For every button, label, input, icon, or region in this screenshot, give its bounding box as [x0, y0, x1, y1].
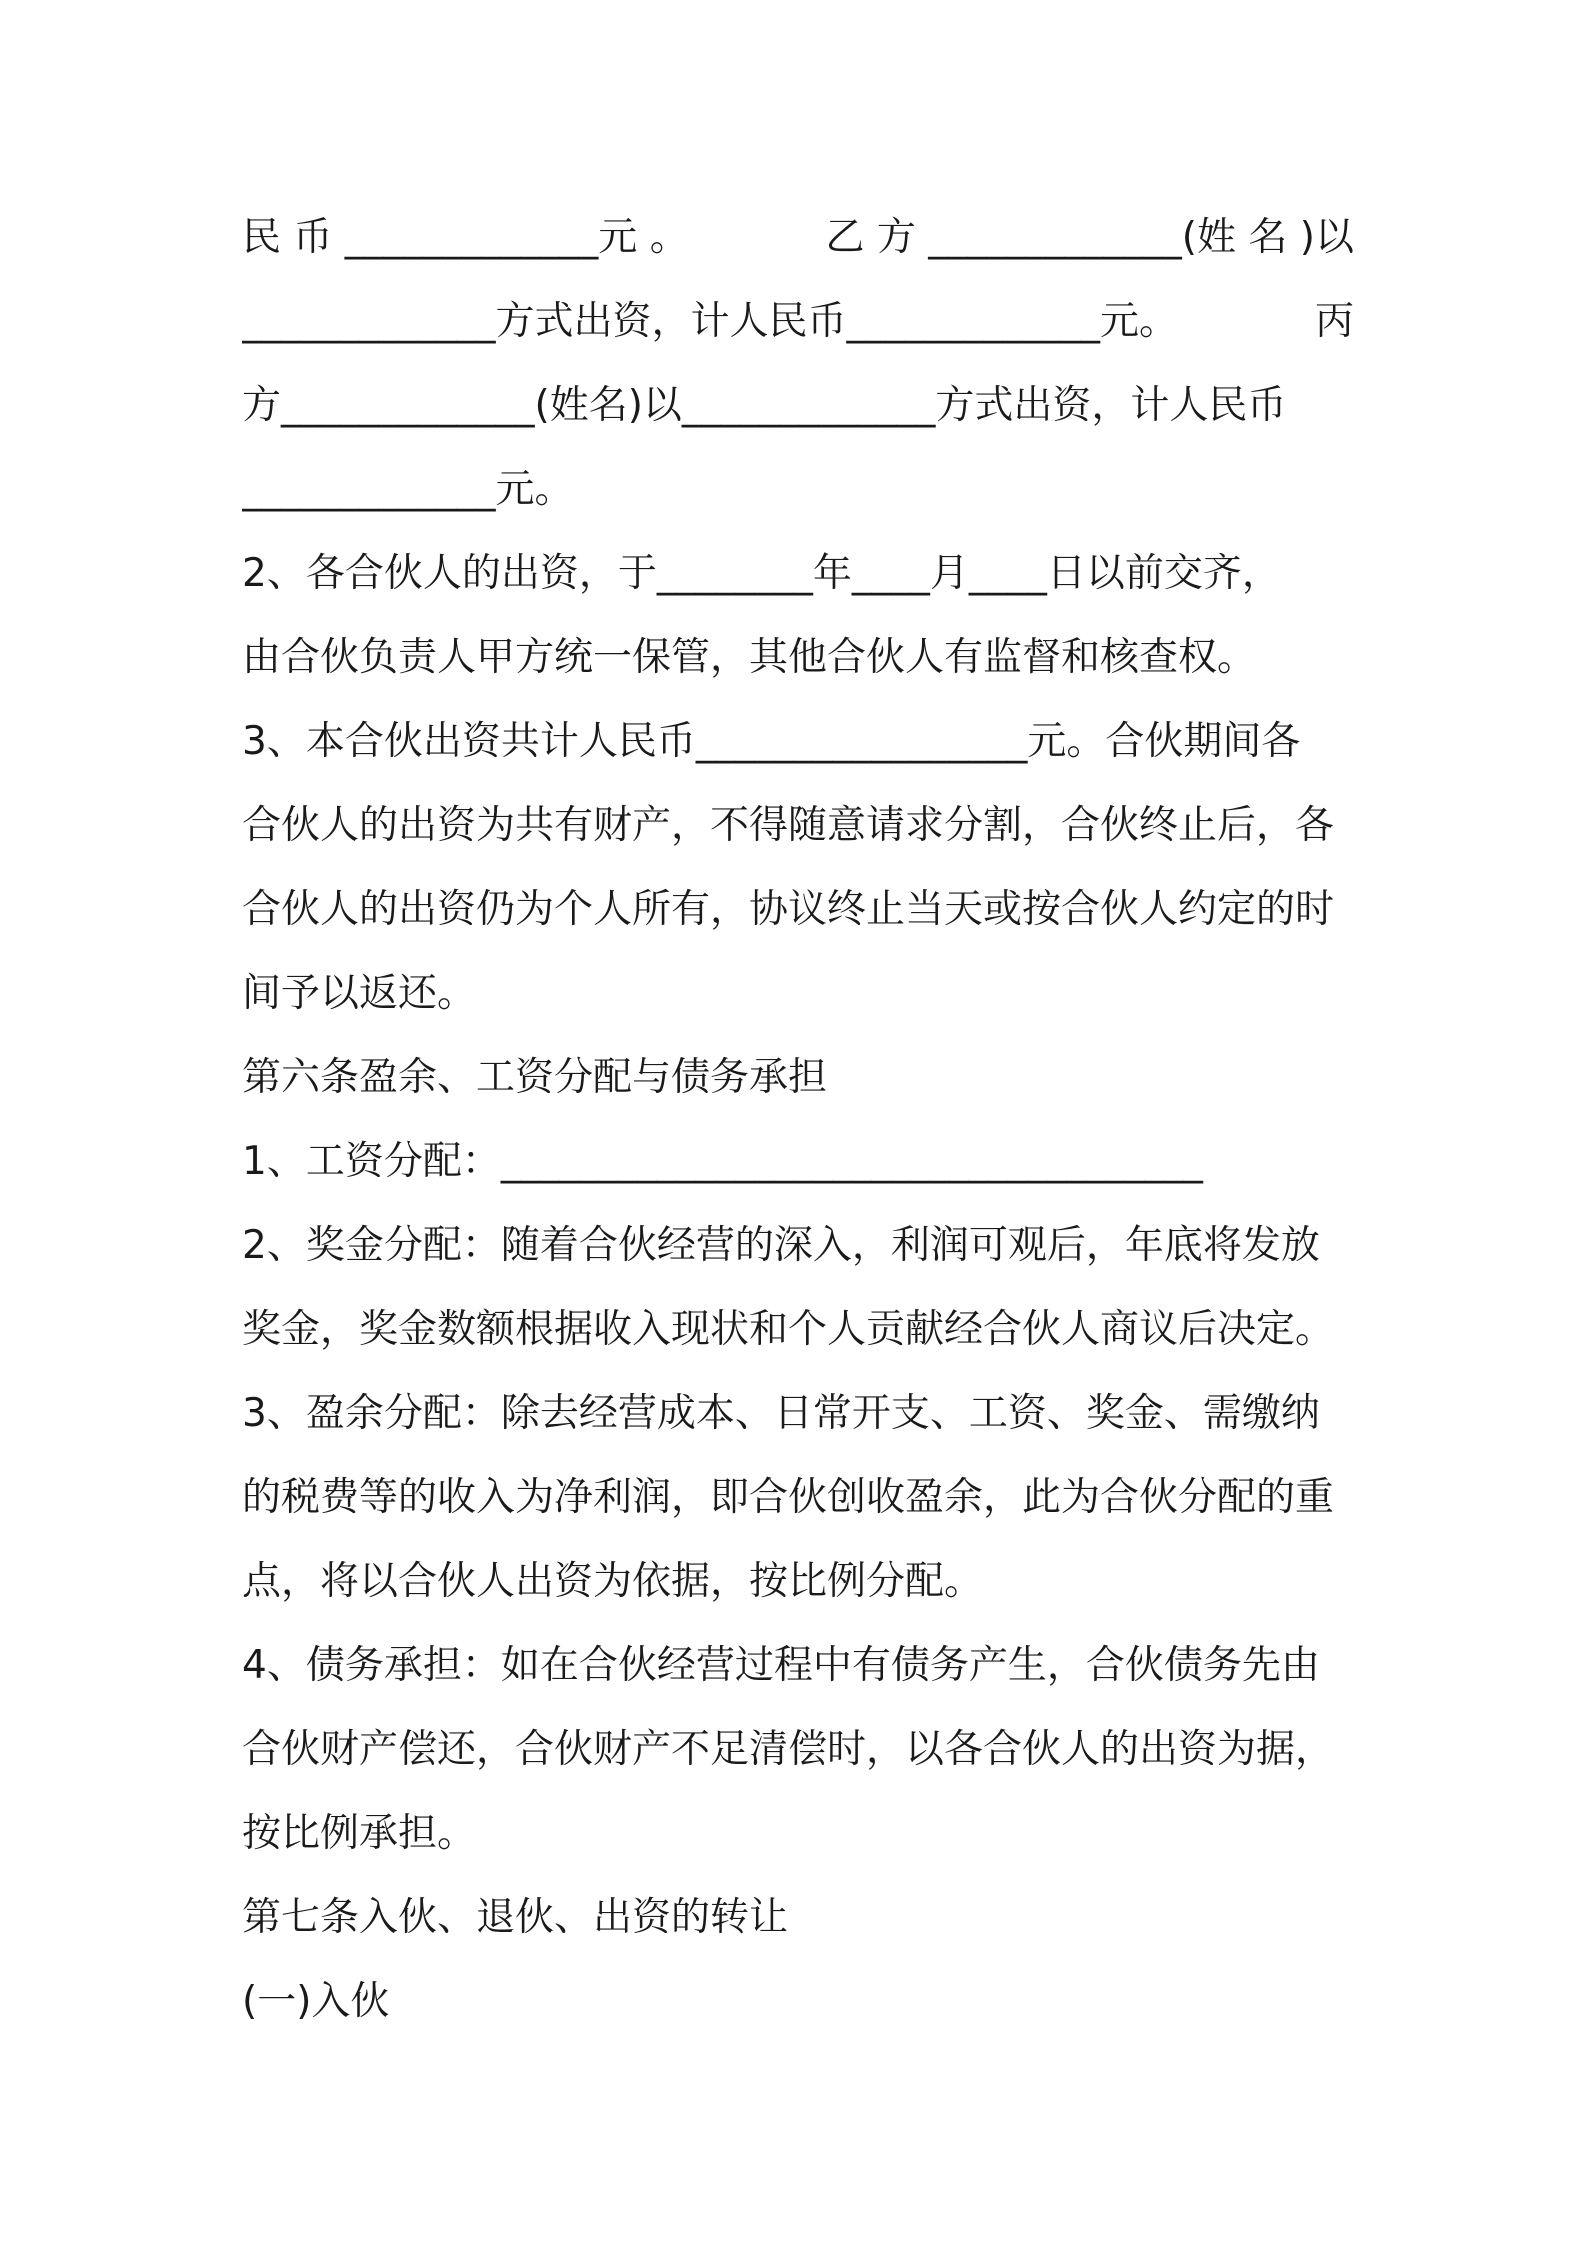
text-line: 按比例承担。: [242, 1811, 477, 1856]
document-body: [242, 196, 1354, 2044]
text-line: 由合伙负责人甲方统一保管，其他合伙人有监督和核查权。: [242, 635, 1257, 680]
text-line: 4、债务承担：如在合伙经营过程中有债务产生，合伙债务先由: [242, 1643, 1320, 1688]
text-line: 合伙人的出资仍为个人所有，协议终止当天或按合伙人约定的时: [242, 887, 1335, 932]
text-line: 2、奖金分配：随着合伙经营的深入，利润可观后，年底将发放: [242, 1223, 1320, 1268]
text-line: 合伙财产偿还，合伙财产不足清偿时，以各合伙人的出资为据，: [242, 1727, 1335, 1772]
text-line: 间予以返还。: [242, 971, 477, 1016]
text-segment: 乙 方 _____________(姓 名 )以: [825, 215, 1354, 260]
text-line: 2、各合伙人的出资，于________年____月____日以前交齐，: [242, 551, 1281, 596]
text-line: [242, 196, 1354, 280]
subsection-heading: (一)入伙: [242, 1979, 390, 2024]
text-line: [242, 280, 1354, 364]
text-line: 点，将以合伙人出资为依据，按比例分配。: [242, 1559, 984, 1604]
text-segment: 民 币 _____________元 。: [242, 215, 689, 260]
text-line: 合伙人的出资为共有财产，不得随意请求分割，合伙终止后，各: [242, 803, 1335, 848]
section-heading: 第六条盈余、工资分配与债务承担: [242, 1055, 828, 1100]
section-heading: 第七条入伙、退伙、出资的转让: [242, 1895, 789, 1940]
text-line: _____________元。: [242, 467, 574, 512]
text-line: 3、本合伙出资共计人民币_________________元。合伙期间各: [242, 719, 1301, 764]
text-line: 奖金，奖金数额根据收入现状和个人贡献经合伙人商议后决定。: [242, 1307, 1335, 1352]
text-segment: _____________方式出资，计人民币_____________元。: [242, 299, 1179, 344]
text-line: 3、盈余分配：除去经营成本、日常开支、工资、奖金、需缴纳: [242, 1391, 1320, 1436]
text-line: 的税费等的收入为净利润，即合伙创收盈余，此为合伙分配的重: [242, 1475, 1335, 1520]
text-line: 方_____________(姓名)以_____________方式出资，计人民币: [242, 383, 1287, 428]
text-segment: 丙: [1314, 299, 1354, 344]
text-line: 1、工资分配：____________________________________: [242, 1139, 1203, 1184]
